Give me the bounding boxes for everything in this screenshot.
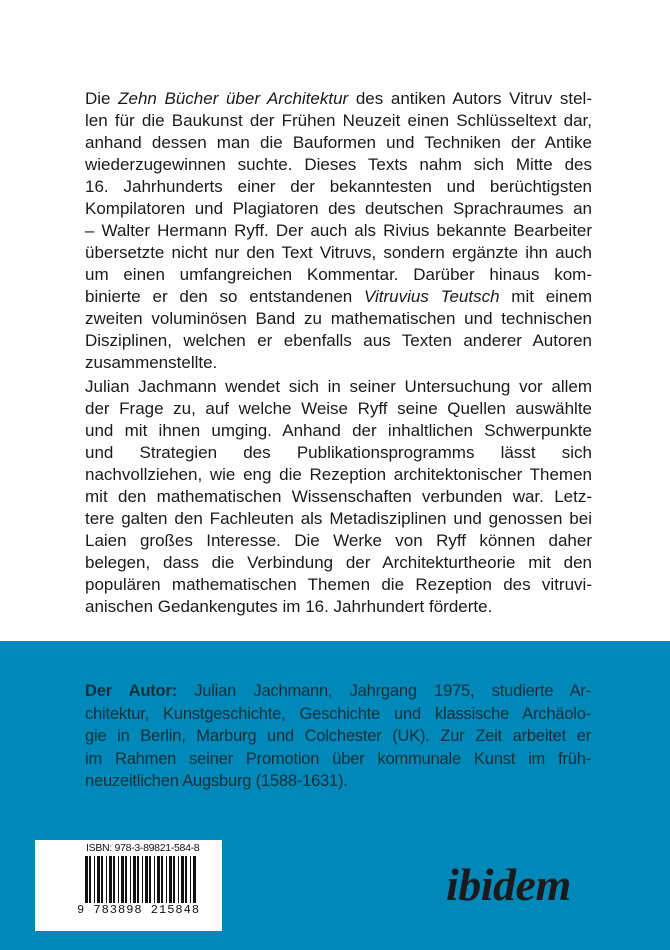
barcode-bar bbox=[190, 856, 191, 906]
text-line: binierte er den so entstandenen Vitruvius Teutsch mit einem bbox=[85, 287, 592, 306]
paragraph bbox=[85, 88, 592, 374]
text-line: populären mathematischen Themen die Rezeption des vitruvi- bbox=[85, 575, 592, 594]
text-line: len für die Baukunst der Frühen Neuzeit einen Schlüsseltext dar, bbox=[85, 111, 592, 130]
barcode-bar bbox=[181, 856, 184, 906]
barcode-bar bbox=[154, 856, 155, 906]
barcode-bar bbox=[178, 856, 179, 906]
barcode-bar bbox=[166, 856, 167, 906]
text-line: im Rahmen seiner Promotion über kommunale Kunst im früh- bbox=[85, 749, 591, 768]
text-line: 16. Jahrhunderts einer der bekanntesten und berüchtigsten bbox=[85, 177, 592, 196]
text-line: Die Zehn Bücher über Architektur des antiken Autors Vitruv stel- bbox=[85, 89, 592, 108]
text-line: neuzeitlichen Augsburg (1588-1631). bbox=[85, 772, 348, 790]
text-line: Laien großes Interesse. Die Werke von Ryff können daher bbox=[85, 531, 592, 550]
author-bio bbox=[85, 680, 591, 793]
barcode-bar bbox=[109, 856, 112, 906]
text-line: zusammenstellte. bbox=[85, 353, 218, 372]
barcode-bar bbox=[118, 856, 119, 906]
text-line: belegen, dass die Verbindung der Architekturtheorie mit den bbox=[85, 553, 592, 572]
text-line: und mit ihnen umging. Anhand der inhaltlichen Schwerpunkte bbox=[85, 421, 592, 440]
paragraph bbox=[85, 376, 592, 618]
barcode-bar bbox=[185, 856, 187, 906]
barcode-bar bbox=[145, 856, 148, 906]
text-line: und Strategien des Publikationsprogramms lässt sich bbox=[85, 443, 592, 462]
book-title: Zehn Bücher über Architektur bbox=[118, 89, 349, 108]
publisher-logo: ibidem bbox=[446, 859, 571, 910]
text-line: Der Autor: Julian Jachmann, Jahrgang 1975, studierte Ar- bbox=[85, 682, 591, 700]
isbn-label: ISBN: 978-3-89821-584-8 bbox=[86, 842, 200, 854]
barcode-bar bbox=[94, 856, 95, 906]
barcode-digits: 9 783898 215848 bbox=[77, 903, 201, 917]
barcode-bar bbox=[125, 856, 127, 906]
text-line: chitektur, Kunstgeschichte, Geschichte und klassische Archäolo- bbox=[85, 704, 591, 723]
text-line: Julian Jachmann wendet sich in seiner Untersuchung vor allem bbox=[85, 377, 592, 396]
barcode-bar bbox=[106, 856, 107, 906]
text-line: gie in Berlin, Marburg und Colchester (UK). Zur Zeit arbeitet er bbox=[85, 727, 591, 745]
barcode-bar bbox=[121, 856, 124, 906]
barcode-bar bbox=[89, 856, 91, 906]
barcode-bar bbox=[113, 856, 115, 906]
barcode-bar bbox=[97, 856, 100, 906]
barcode-bar bbox=[137, 856, 139, 906]
text-line: Kompilatoren und Plagiatoren des deutschen Sprachraumes an bbox=[85, 199, 592, 218]
text-line: um einen umfangreichen Kommentar. Darüber hinaus kom- bbox=[85, 265, 592, 284]
isbn-barcode bbox=[35, 840, 222, 931]
text-line: – Walter Hermann Ryff. Der auch als Rivius bekannte Bearbeiter bbox=[85, 221, 592, 240]
barcode-bar bbox=[130, 856, 131, 906]
book-title: Vitruvius Teutsch bbox=[363, 287, 500, 306]
barcode-bar bbox=[133, 856, 136, 906]
text-line: der Frage zu, auf welche Weise Ryff seine Quellen auswählte bbox=[85, 399, 592, 418]
text-line: tere galten den Fachleuten als Metadisziplinen und genossen bei bbox=[85, 509, 592, 528]
barcode-bar bbox=[169, 856, 172, 906]
barcode-bar bbox=[173, 856, 175, 906]
text-line: zweiten voluminösen Band zu mathematischen und technischen bbox=[85, 309, 592, 328]
barcode-bar bbox=[193, 856, 196, 906]
text-line: nachvollziehen, wie eng die Rezeption architektonischer Themen bbox=[85, 465, 592, 484]
barcode-bar bbox=[101, 856, 103, 906]
author-heading: Der Autor: bbox=[85, 682, 177, 700]
barcode-bar bbox=[157, 856, 160, 906]
text-line: Disziplinen, welchen er ebenfalls aus Texten anderer Autoren bbox=[85, 331, 592, 350]
text-line: übersetzte nicht nur den Text Vitruvs, sondern ergänzte ihn auch bbox=[85, 243, 592, 262]
barcode-bar bbox=[161, 856, 163, 906]
text-line: anischen Gedankengutes im 16. Jahrhundert förderte. bbox=[85, 597, 493, 616]
text-line: mit den mathematischen Wissenschaften verbunden war. Letz- bbox=[85, 487, 592, 506]
blurb-text bbox=[85, 88, 592, 618]
barcode-bar bbox=[149, 856, 151, 906]
text-line: anhand dessen man die Bauformen und Techniken der Antike bbox=[85, 133, 592, 152]
text-line: wiederzugewinnen suchte. Dieses Texts nahm sich Mitte des bbox=[85, 155, 592, 174]
